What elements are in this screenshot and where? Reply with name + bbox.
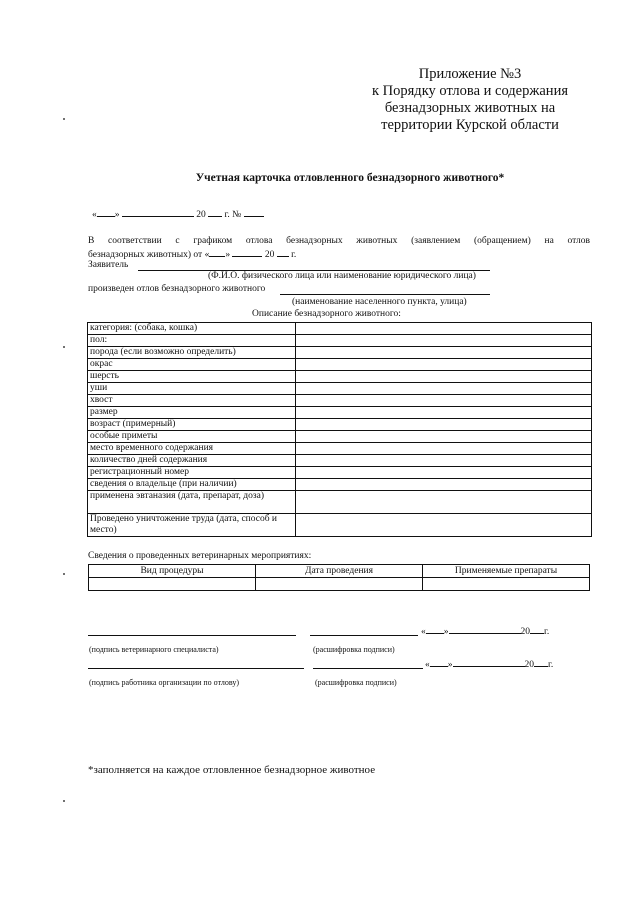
- description-row: [88, 419, 592, 431]
- description-row-value[interactable]: [296, 359, 592, 371]
- description-row-label: количество дней содержания: [88, 455, 296, 467]
- description-row-value[interactable]: [296, 383, 592, 395]
- worker-date: [425, 657, 553, 670]
- scan-dot: [63, 118, 65, 120]
- description-row-label: окрас: [88, 359, 296, 371]
- vet-date: [421, 624, 549, 637]
- description-row-value[interactable]: [296, 323, 592, 335]
- worker-date-year-field[interactable]: [534, 657, 548, 667]
- day-field[interactable]: [97, 207, 115, 217]
- description-row-value[interactable]: [296, 443, 592, 455]
- vet-date-month[interactable]: [449, 624, 521, 634]
- description-row-label: хвост: [88, 395, 296, 407]
- appendix-line-2: к Порядку отлова и содержания: [372, 83, 568, 99]
- applicant-label: Заявитель: [88, 260, 129, 270]
- vet-signature-caption: (подпись ветеринарного специалиста): [89, 645, 219, 654]
- description-row: [88, 395, 592, 407]
- description-row-value[interactable]: [296, 419, 592, 431]
- vet-decode-line[interactable]: [310, 635, 418, 636]
- applicant-hint: (Ф.И.О. физического лица или наименование юридического лица): [208, 271, 476, 281]
- year-prefix: 20: [196, 210, 206, 220]
- vet-decode-caption: (расшифровка подписи): [313, 645, 395, 654]
- procedure-date-cell[interactable]: [256, 578, 423, 591]
- vet-date-year: 20: [520, 627, 530, 637]
- procedures-empty-row: [89, 578, 590, 591]
- description-row: [88, 371, 592, 383]
- description-row: [88, 335, 592, 347]
- description-row-value[interactable]: [296, 467, 592, 479]
- open-quote: «: [92, 210, 97, 220]
- procedure-type-header: Вид процедуры: [89, 565, 256, 578]
- intro-line-2-mid: »: [225, 250, 231, 260]
- worker-date-month[interactable]: [453, 657, 525, 667]
- description-row-value[interactable]: [296, 395, 592, 407]
- request-year-field[interactable]: [277, 247, 289, 257]
- description-row-value[interactable]: [296, 407, 592, 419]
- scan-dot: [63, 573, 65, 575]
- vet-date-suffix: г.: [544, 627, 550, 637]
- vet-date-year-field[interactable]: [530, 624, 544, 634]
- description-row-label: шерсть: [88, 371, 296, 383]
- procedure-drugs-cell[interactable]: [423, 578, 590, 591]
- description-row: [88, 431, 592, 443]
- description-row-tall: [88, 514, 592, 537]
- worker-signature-line[interactable]: [88, 668, 304, 669]
- description-row-label: Проведено уничтожение труда (дата, способ и место): [88, 514, 296, 537]
- appendix-header: [355, 66, 585, 134]
- number-field[interactable]: [244, 207, 264, 217]
- description-row: [88, 383, 592, 395]
- worker-date-open-quote: «: [425, 660, 430, 670]
- scan-dot: [63, 346, 65, 348]
- description-row: [88, 359, 592, 371]
- worker-date-close-quote: »: [447, 660, 453, 670]
- description-row-label: регистрационный номер: [88, 467, 296, 479]
- document-title: Учетная карточка отловленного безнадзорного животного*: [195, 172, 505, 184]
- catch-label: произведен отлов безнадзорного животного: [88, 284, 266, 294]
- intro-line-2-year: 20: [264, 250, 275, 260]
- number-label: г. №: [224, 210, 242, 220]
- procedure-drugs-header: Применяемые препараты: [423, 565, 590, 578]
- worker-signature-caption: (подпись работника организации по отлову): [89, 678, 240, 687]
- description-row-label: порода (если возможно определить): [88, 347, 296, 359]
- scan-dot: [63, 800, 65, 802]
- description-row: [88, 323, 592, 335]
- procedure-date-header: Дата проведения: [256, 565, 423, 578]
- catch-location-field[interactable]: [280, 294, 490, 295]
- description-row: [88, 443, 592, 455]
- description-row-value[interactable]: [296, 431, 592, 443]
- description-row: [88, 347, 592, 359]
- description-row-value[interactable]: [296, 491, 592, 514]
- description-row-label: место временного содержания: [88, 443, 296, 455]
- vet-date-day[interactable]: [426, 624, 444, 634]
- description-row: [88, 467, 592, 479]
- footnote: *заполняется на каждое отловленное безнадзорное животное: [88, 764, 376, 776]
- description-row-label: особые приметы: [88, 431, 296, 443]
- description-row-label: сведения о владельце (при наличии): [88, 479, 296, 491]
- request-month-field[interactable]: [232, 247, 262, 257]
- procedure-type-cell[interactable]: [89, 578, 256, 591]
- worker-decode-line[interactable]: [313, 668, 423, 669]
- description-row: [88, 407, 592, 419]
- description-row-label: категория: (собака, кошка): [88, 323, 296, 335]
- date-number-line: [92, 207, 264, 220]
- intro-line-2-prefix: безнадзорных животных) от «: [88, 250, 210, 260]
- description-row-label: применена эвтаназия (дата, препарат, доза): [88, 491, 296, 514]
- year-field[interactable]: [208, 207, 222, 217]
- intro-line-2-suffix: г.: [291, 250, 297, 260]
- procedures-table: [88, 564, 590, 591]
- request-day-field[interactable]: [209, 247, 225, 257]
- worker-date-day[interactable]: [430, 657, 448, 667]
- description-row-label: пол:: [88, 335, 296, 347]
- description-row-label: уши: [88, 383, 296, 395]
- vet-date-open-quote: «: [421, 627, 426, 637]
- description-row-value[interactable]: [296, 514, 592, 537]
- description-row-value[interactable]: [296, 347, 592, 359]
- vet-date-close-quote: »: [443, 627, 449, 637]
- description-table: [87, 322, 592, 537]
- intro-line-2: [88, 247, 296, 260]
- vet-heading: Сведения о проведенных ветеринарных мероприятиях:: [88, 551, 312, 561]
- description-row-tall: [88, 491, 592, 514]
- description-row-value[interactable]: [296, 455, 592, 467]
- description-row-value[interactable]: [296, 371, 592, 383]
- worker-date-year: 20: [524, 660, 534, 670]
- procedures-header-row: [89, 565, 590, 578]
- description-row-label: размер: [88, 407, 296, 419]
- worker-date-suffix: г.: [548, 660, 554, 670]
- description-row-value[interactable]: [296, 335, 592, 347]
- catch-hint: (наименование населенного пункта, улица): [292, 297, 467, 307]
- description-row-value[interactable]: [296, 479, 592, 491]
- vet-signature-line[interactable]: [88, 635, 296, 636]
- appendix-line-3: безнадзорных животных на: [384, 100, 556, 116]
- worker-decode-caption: (расшифровка подписи): [315, 678, 397, 687]
- description-row-label: возраст (примерный): [88, 419, 296, 431]
- appendix-line-4: территории Курской области: [381, 117, 559, 133]
- appendix-line-1: Приложение №3: [418, 66, 522, 82]
- intro-line-1: В соответствии с графиком отлова безнадзорных животных (заявлением (обращением) на отлов: [88, 236, 590, 246]
- close-quote: »: [114, 210, 120, 220]
- description-heading: Описание безнадзорного животного:: [252, 309, 401, 319]
- month-field[interactable]: [122, 207, 194, 217]
- description-row: [88, 455, 592, 467]
- description-row: [88, 479, 592, 491]
